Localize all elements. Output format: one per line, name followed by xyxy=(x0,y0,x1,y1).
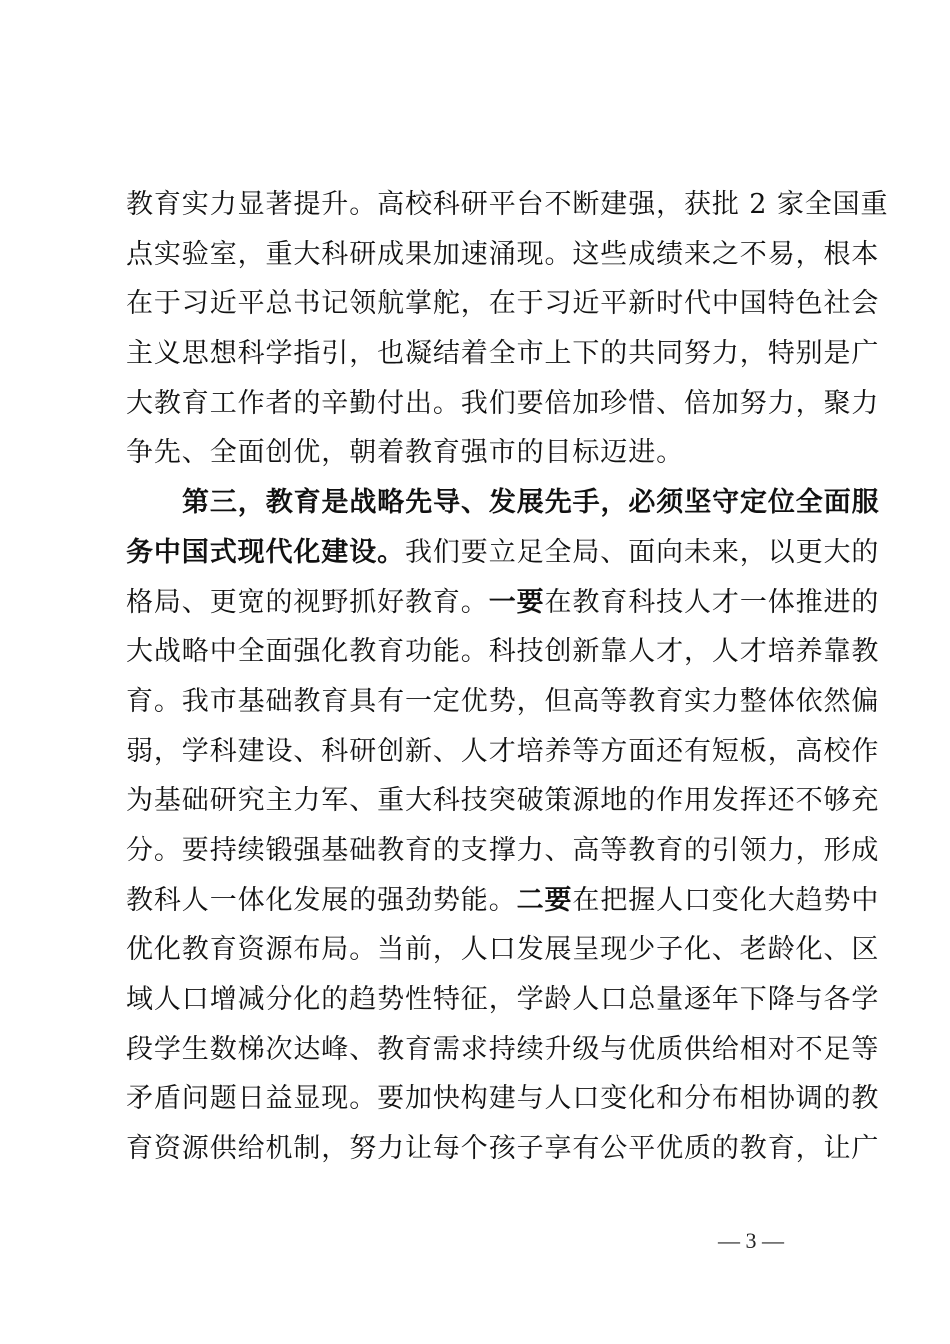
bold-text-segment: 二要 xyxy=(516,884,573,916)
text-line xyxy=(126,727,880,777)
bold-text-segment: 第三，教育是战略先导、发展先手，必须坚守定位全面服 xyxy=(182,487,880,519)
text-segment: 域人口增减分化的趋势性特征，学龄人口总量逐年下降与各学 xyxy=(126,984,880,1015)
text-segment: 教科人一体化发展的强劲势能。 xyxy=(126,884,517,916)
text-segment: 为基础研究主力军、重大科技突破策源地的作用发挥还不够充 xyxy=(126,785,880,817)
text-segment: 大战略中全面强化教育功能。科技创新靠人才，人才培养靠教 xyxy=(126,636,880,668)
text-line xyxy=(126,180,889,230)
text-line xyxy=(126,826,880,876)
text-line xyxy=(126,925,880,975)
text-line xyxy=(126,677,880,727)
text-line xyxy=(126,776,880,826)
text-line xyxy=(126,975,880,1025)
text-segment: 段学生数梯次达峰、教育需求持续升级与优质供给相对不足等 xyxy=(126,1033,880,1065)
text-segment: 育资源供给机制，努力让每个孩子享有公平优质的教育，让广 xyxy=(126,1133,880,1165)
text-line xyxy=(126,279,880,329)
bold-text-segment: 务中国式现代化建设。 xyxy=(126,536,405,568)
text-line xyxy=(126,428,834,478)
text-line xyxy=(126,578,880,628)
text-line xyxy=(126,528,880,578)
text-segment: 大教育工作者的辛勤付出。我们要倍加珍惜、倍加努力，聚力 xyxy=(126,387,880,419)
text-line xyxy=(126,329,880,379)
text-segment: 争先、全面创优，朝着教育强市的目标迈进。 xyxy=(126,437,684,469)
text-segment: 矛盾问题日益显现。要加快构建与人口变化和分布相协调的教 xyxy=(126,1083,880,1115)
text-line xyxy=(126,379,880,429)
text-line xyxy=(126,230,880,280)
text-line xyxy=(126,1124,880,1174)
body-text xyxy=(126,180,889,1174)
text-line xyxy=(126,1074,880,1124)
text-segment: 教育实力显著提升。高校科研平台不断建强，获批 2 家全国重 xyxy=(126,189,889,220)
text-segment: 优化教育资源布局。当前，人口发展呈现少子化、老龄化、区 xyxy=(126,934,880,966)
text-segment: 点实验室，重大科研成果加速涌现。这些成绩来之不易，根本 xyxy=(126,238,880,270)
text-segment: 在于习近平总书记领航掌舵，在于习近平新时代中国特色社会 xyxy=(126,288,880,320)
text-segment: 格局、更宽的视野抓好教育。 xyxy=(126,586,489,618)
text-line xyxy=(126,627,880,677)
text-segment: 在教育科技人才一体推进的 xyxy=(544,586,880,618)
text-segment: 分。要持续锻强基础教育的支撑力、高等教育的引领力，形成 xyxy=(126,834,880,866)
bold-text-segment: 一要 xyxy=(488,586,545,618)
text-segment: 育。我市基础教育具有一定优势，但高等教育实力整体依然偏 xyxy=(126,685,880,717)
text-segment: 主义思想科学指引，也凝结着全市上下的共同努力，特别是广 xyxy=(126,338,880,370)
text-segment: 我们要立足全局、面向未来，以更大的 xyxy=(405,536,880,568)
text-segment: 在把握人口变化大趋势中 xyxy=(572,884,880,916)
text-segment: 弱，学科建设、科研创新、人才培养等方面还有短板，高校作 xyxy=(126,735,880,767)
text-line xyxy=(126,1025,880,1075)
text-line xyxy=(126,876,880,926)
page-number: — 3 — xyxy=(718,1228,784,1253)
text-line xyxy=(126,478,880,528)
